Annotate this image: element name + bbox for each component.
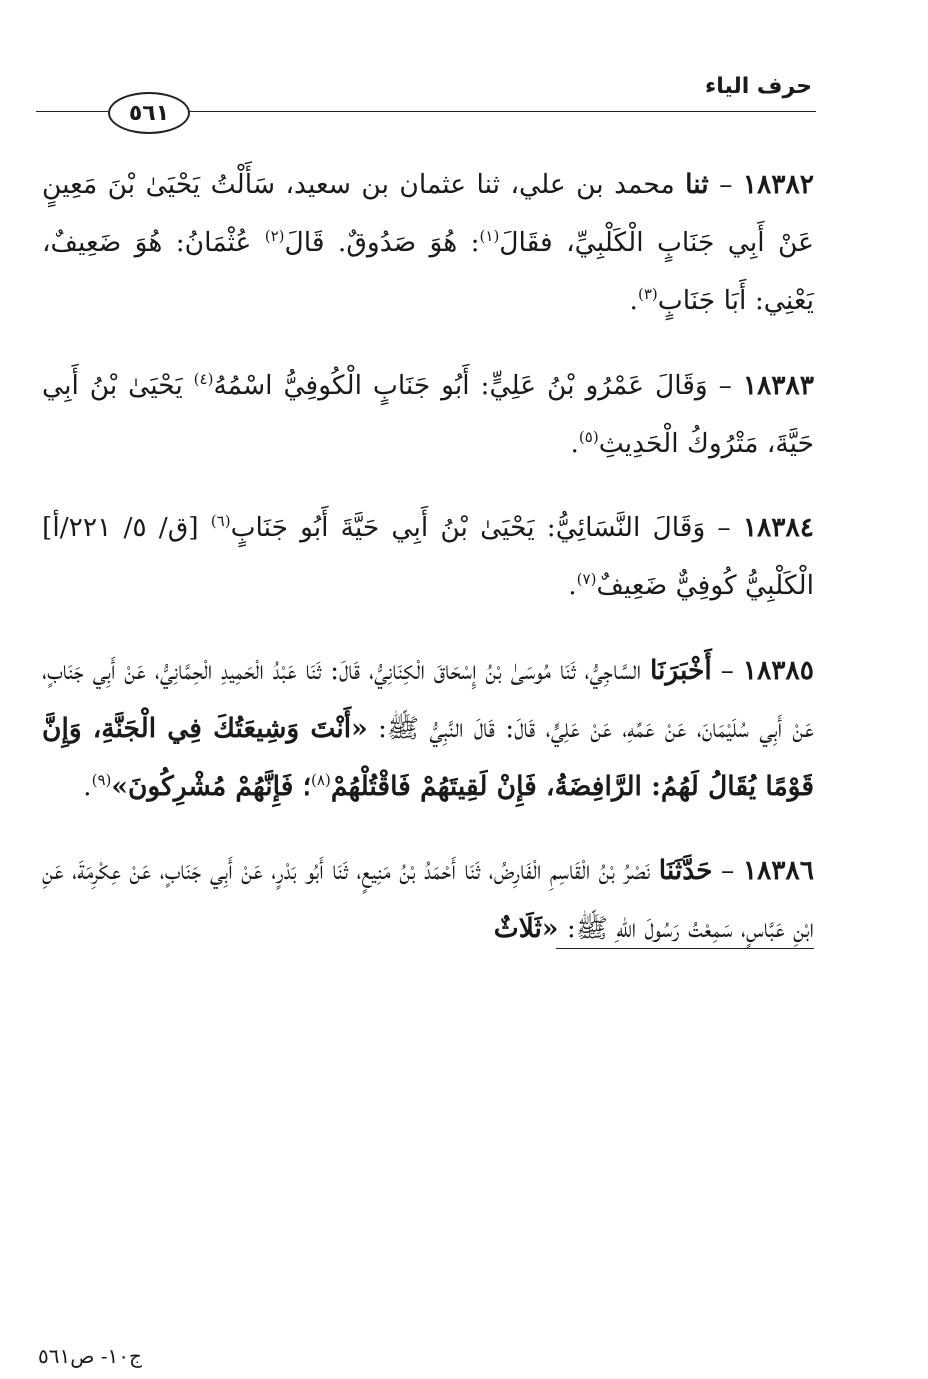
- hadith-quote: «ثَلَاثٌ: [493, 913, 559, 944]
- entry-dash: –: [718, 369, 732, 401]
- entry-text: وَقَالَ عَمْرُو بْنُ عَلِيٍّ: أَبُو جَنَابٍ الْكُوفِيُّ اسْمُهُ: [213, 369, 708, 401]
- entry-18382: [42, 156, 814, 330]
- entry-dash: –: [721, 855, 735, 886]
- entry-number: ١٨٣٨٦: [742, 855, 814, 886]
- entry-18384: [42, 499, 814, 615]
- entry-number: ١٨٣٨٥: [742, 654, 814, 686]
- entry-text: السَّاجِيُّ، ثَنَا مُوسَىٰ بْنُ إِسْحَاقَ الْكِنَانِيُّ، قَالَ: ثَنَا عَبْدُ الْحَمِيدِ الْحِمَّانِيُّ، عَنْ أَبِي جَنَابٍ، عَنْ أَبِي سُلَيْمَانَ، عَنْ عَمِّهِ، عَنْ عَلِيٍّ، قَالَ: قَالَ النَّبِيُّ ﷺ:: [42, 654, 814, 744]
- header-rule-left: [36, 111, 108, 112]
- transmission-word: أَخْبَرَنَا: [649, 654, 712, 686]
- footnote-ref: (٥): [578, 427, 599, 446]
- page-number-badge: ٥٦١: [108, 92, 190, 134]
- entry-number: ١٨٣٨٣: [742, 369, 814, 401]
- entry-text: : هُوَ صَدُوقٌ. قَالَ: [284, 227, 480, 258]
- entry-text: .: [568, 570, 577, 601]
- entry-text: .: [629, 285, 638, 316]
- hadith-quote: ؛ فَإِنَّهُمْ مُشْرِكُونَ»: [111, 770, 312, 802]
- entry-text: .: [570, 427, 579, 459]
- header-rule-right: [186, 111, 816, 112]
- footnote-ref: (٦): [210, 512, 231, 531]
- entry-dash: –: [719, 169, 733, 200]
- entry-18385: [42, 642, 814, 816]
- footnote-ref: (١): [479, 227, 500, 246]
- entry-dash: –: [717, 512, 731, 543]
- footnote-ref: (٢): [264, 227, 285, 246]
- entry-text: يَحْيَىٰ بْنُ أَبِي حَيَّةَ، مَتْرُوكُ الْحَدِيثِ: [42, 369, 814, 459]
- entry-18386: [42, 842, 814, 958]
- hadith-quote: «أَنْتَ وَشِيعَتُكَ فِي الْجَنَّةِ، وَإِنَّ قَوْمًا يُقَالُ لَهُمُ: الرَّافِضَةُ، فَإِنْ لَقِيتَهُمْ فَاقْتُلْهُمْ: [42, 712, 814, 802]
- entry-text: .: [83, 770, 92, 802]
- footnote-ref: (٨): [311, 770, 331, 789]
- entry-text: عُثْمَانُ: هُوَ ضَعِيفٌ، يَعْنِي: أَبَا جَنَابٍ: [42, 227, 814, 316]
- volume-page-signature: ج١٠- ص٥٦١: [38, 1344, 142, 1368]
- entry-text: نَصْرُ بْنُ الْقَاسِمِ الْفَارِضُ، ثَنَا أَحْمَدُ بْنُ مَنِيعٍ، ثَنَا أَبُو بَدْرٍ، عَنْ أَبِي جَنَابٍ، عَنْ عِكْرِمَةَ، عَنِ ابْنِ عَبَّاسٍ، سَمِعْتُ رَسُولَ اللهِ ﷺ:: [42, 855, 814, 944]
- entry-dash: –: [720, 654, 734, 686]
- transmission-word: حَدَّثَنَا: [658, 855, 713, 886]
- footnote-ref: (٩): [91, 770, 112, 789]
- footnote-ref: (٣): [637, 285, 658, 304]
- entry-text: وَقَالَ النَّسَائِيُّ: يَحْيَىٰ بْنُ أَبِي حَيَّةَ أَبُو جَنَابٍ: [230, 512, 706, 543]
- entry-text: [ق/ ٥/ ٢٢١/أ] الْكَلْبِيُّ كُوفِيٌّ ضَعِيفٌ: [42, 512, 814, 601]
- entry-18383: [42, 357, 814, 473]
- footnote-ref: (٤): [193, 369, 214, 388]
- running-header-title: حرف الياء: [704, 74, 812, 99]
- entry-number: ١٨٣٨٢: [742, 169, 814, 200]
- footnote-separator: [556, 948, 814, 949]
- entry-text: محمد بن علي، ثنا عثمان بن سعيد، سَأَلْتُ يَحْيَىٰ بْنَ مَعِينٍ عَنْ أَبِي جَنَابٍ الْكَلْبِيِّ، فقَالَ: [42, 169, 814, 258]
- main-text: [42, 156, 814, 968]
- footnote-ref: (٧): [576, 570, 597, 589]
- transmission-word: ثنا: [685, 169, 709, 200]
- entry-number: ١٨٣٨٤: [742, 512, 814, 543]
